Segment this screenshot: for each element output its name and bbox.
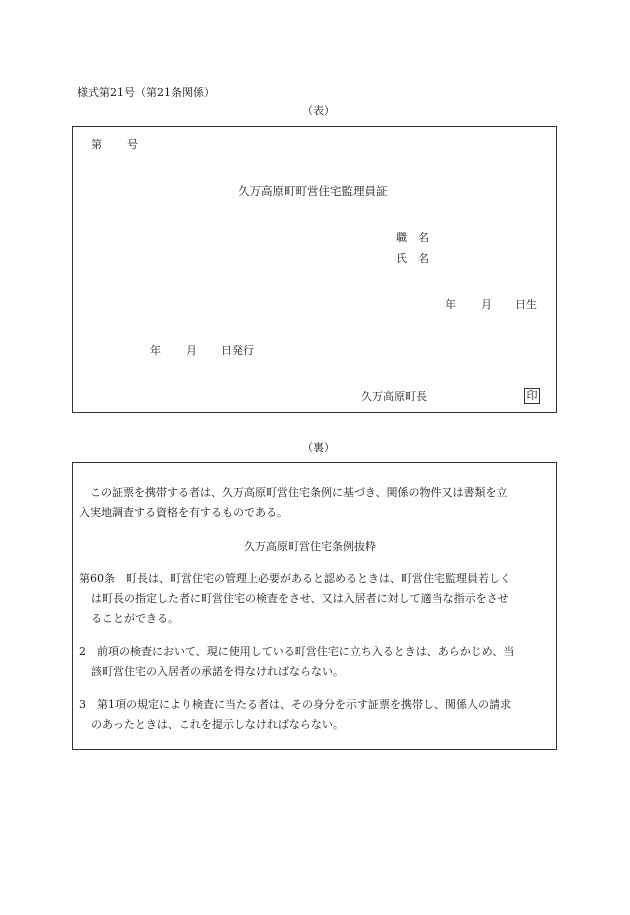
article-60-line-1: 第60条 町長は、町営住宅の管理上必要があると認めるときは、町営住宅監理員若しく bbox=[79, 572, 511, 585]
position-label: 職 名 bbox=[396, 231, 429, 244]
form-number: 様式第21号（第21条関係） bbox=[77, 86, 215, 99]
intro-line-2: 入実地調査する資格を有するものである。 bbox=[79, 506, 288, 519]
paragraph-3-line-1: 3 第1項の規定により検査に当たる者は、その身分を示す証票を携帯し、関係人の請求 bbox=[79, 698, 511, 711]
article-60-line-2: は町長の指定した者に町営住宅の検査をさせ、又は入居者に対して適当な指示をさせ bbox=[91, 592, 509, 605]
card-title: 久万高原町町営住宅監理員証 bbox=[238, 184, 388, 198]
card-front bbox=[72, 126, 557, 413]
birth-month: 月 bbox=[481, 298, 492, 311]
certificate-number-go: 号 bbox=[127, 138, 138, 151]
seal-mark: 印 bbox=[524, 388, 540, 404]
excerpt-title: 久万高原町営住宅条例抜粋 bbox=[244, 540, 376, 553]
certificate-number-dai: 第 bbox=[91, 138, 102, 151]
name-label: 氏 名 bbox=[396, 252, 429, 265]
birth-year: 年 bbox=[445, 298, 456, 311]
intro-line-1: この証票を携帯する者は、久万高原町営住宅条例に基づき、関係の物件又は書類を立 bbox=[79, 486, 508, 499]
back-label: （裏） bbox=[302, 441, 335, 454]
front-label: （表） bbox=[302, 104, 335, 117]
issue-month: 月 bbox=[186, 344, 197, 357]
issuer: 久万高原町長 bbox=[361, 390, 427, 403]
card-back bbox=[72, 462, 557, 750]
issue-year: 年 bbox=[150, 344, 161, 357]
paragraph-2-line-2: 該町営住宅の入居者の承諾を得なければならない。 bbox=[91, 665, 344, 678]
issue-day: 日発行 bbox=[221, 344, 254, 357]
paragraph-3-line-2: のあったときは、これを提示しなければならない。 bbox=[91, 718, 344, 731]
birth-day: 日生 bbox=[515, 298, 537, 311]
article-60-line-3: ることができる。 bbox=[91, 612, 179, 625]
paragraph-2-line-1: 2 前項の検査において、現に使用している町営住宅に立ち入るときは、あらかじめ、当 bbox=[79, 645, 515, 658]
